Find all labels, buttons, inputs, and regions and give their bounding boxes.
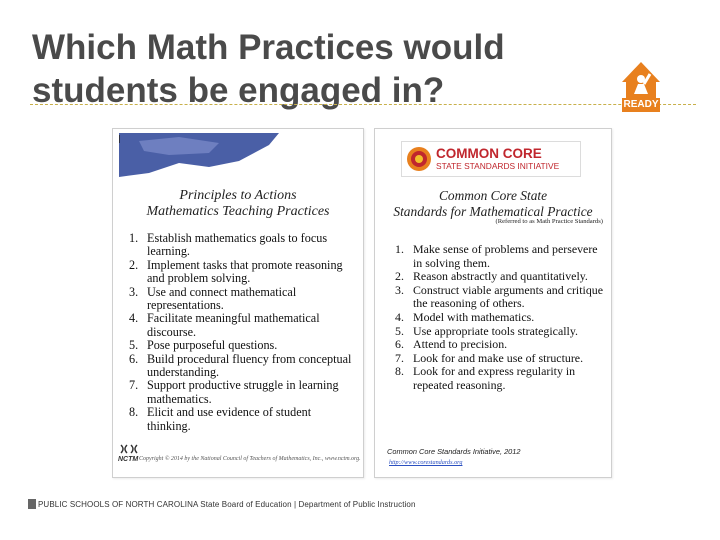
common-core-title-line2: Standards for Mathematical Practice (393, 204, 593, 219)
item-text: Support productive struggle in learning mathematics. (147, 378, 339, 406)
title-divider (30, 104, 696, 105)
list-item (129, 312, 357, 339)
teaching-practices-list (129, 232, 357, 433)
list-item (395, 284, 605, 311)
item-text: Make sense of problems and persevere in solving them. (413, 242, 598, 270)
item-number: 7. (129, 378, 139, 393)
list-item (129, 353, 357, 380)
common-core-subtitle: (Referred to as Math Practice Standards) (495, 218, 603, 225)
item-text: Attend to precision. (413, 337, 508, 352)
item-text: Look for and make use of structure. (413, 350, 584, 365)
list-item (395, 243, 605, 270)
nc-flag-icon (28, 499, 36, 509)
nctm-banner-image (119, 133, 359, 183)
list-item (129, 232, 357, 259)
list-item (395, 352, 605, 366)
common-core-url-link[interactable]: http://www.corestandards.org (389, 459, 463, 466)
list-item (129, 339, 357, 352)
item-text: Build procedural fluency from conceptual understanding. (147, 351, 352, 380)
item-text: Look for and express regularity in repeated reasoning. (413, 364, 576, 392)
item-text: Facilitate meaningful mathematical discourse. (147, 311, 320, 339)
common-core-title (375, 188, 611, 220)
common-core-logo-line2: STATE STANDARDS INITIATIVE (436, 161, 560, 171)
item-text: Implement tasks that promote reasoning and problem solving. (147, 257, 343, 286)
item-text: Use appropriate tools strategically. (413, 323, 578, 338)
common-core-citation: Common Core Standards Initiative, 2012 (387, 447, 521, 456)
list-item (395, 311, 605, 325)
principles-card (112, 128, 364, 478)
item-text: Model with mathematics. (413, 309, 535, 324)
list-item (129, 286, 357, 313)
item-text: Reason abstractly and quantitatively. (413, 269, 588, 284)
item-text: Use and connect mathematical representations. (147, 284, 297, 313)
item-number: 8. (395, 364, 404, 379)
footer-text: PUBLIC SCHOOLS OF NORTH CAROLINA State Board of Education | Department of Public Instruction (38, 500, 416, 509)
item-text: Pose purposeful questions. (147, 338, 278, 353)
principles-title-line2: Mathematics Teaching Practices (146, 204, 330, 219)
item-number: 8. (129, 405, 139, 420)
principles-title-line1: Principles to Actions (179, 188, 297, 203)
list-item (129, 406, 357, 433)
common-core-title-line1: Common Core State (438, 188, 548, 203)
slide-title: Which Math Practices would students be engaged in? (32, 28, 505, 110)
list-item (395, 365, 605, 392)
item-text: Establish mathematics goals to focus learning. (147, 231, 328, 259)
item-text: Construct viable arguments and critique the reasoning of others. (413, 282, 603, 311)
nctm-label: NCTM (118, 456, 139, 463)
item-number: 3. (395, 282, 404, 297)
nctm-logo-icon (119, 443, 139, 455)
list-item (395, 338, 605, 352)
list-item (395, 270, 605, 284)
nctm-copyright: Copyright © 2014 by the National Council of Teachers of Mathematics, Inc., www.nctm.org. (139, 456, 361, 462)
item-text: Elicit and use evidence of student thinking. (147, 405, 312, 433)
item-number: 6. (395, 337, 404, 352)
principles-title (113, 188, 363, 220)
item-number: 2. (395, 269, 404, 284)
common-core-card (374, 128, 612, 478)
item-number: 1. (395, 242, 404, 256)
list-item (129, 259, 357, 286)
ready-label: READY (623, 99, 659, 110)
common-core-logo (401, 141, 581, 177)
list-item (395, 325, 605, 339)
item-number: 3. (129, 284, 139, 299)
common-core-swirl-icon (405, 145, 433, 173)
item-number: 5. (395, 323, 404, 338)
item-number: 5. (129, 338, 139, 353)
item-number: 1. (129, 231, 139, 245)
item-number: 2. (129, 257, 139, 272)
item-number: 7. (395, 350, 404, 365)
item-number: 4. (395, 309, 404, 324)
item-number: 4. (129, 311, 139, 326)
math-practices-list (395, 243, 605, 393)
common-core-logo-line1: COMMON CORE (436, 146, 542, 161)
list-item (129, 379, 357, 406)
item-number: 6. (129, 351, 139, 366)
